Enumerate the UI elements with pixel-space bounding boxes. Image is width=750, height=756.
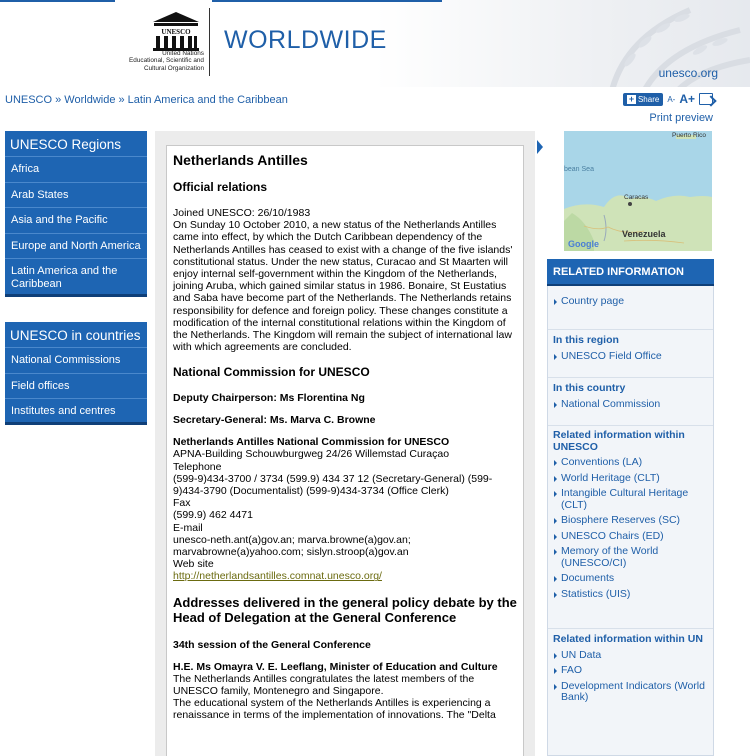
region-map[interactable] bbox=[564, 131, 712, 251]
share-button[interactable] bbox=[623, 93, 663, 106]
speaker-name: H.E. Ms Omayra V. E. Leeflang, Minister of Education and Culture bbox=[173, 660, 498, 673]
related-link-unesco-chairs[interactable]: UNESCO Chairs (ED) bbox=[553, 531, 713, 543]
font-smaller-button[interactable]: A- bbox=[667, 94, 676, 104]
print-preview-link[interactable]: Print preview bbox=[649, 112, 713, 124]
logo-text: UNESCO bbox=[161, 28, 191, 36]
nav-item-national-commissions[interactable]: National Commissions bbox=[5, 348, 147, 374]
related-link-statistics[interactable]: Statistics (UIS) bbox=[553, 589, 713, 601]
website-label: Web site bbox=[173, 558, 214, 571]
related-unesco-section bbox=[548, 426, 713, 629]
website-link[interactable]: http://netherlandsantilles.comnat.unesco.org/ bbox=[173, 570, 382, 583]
organization-name: United Nations Educational, Scientific and Cultural Organization bbox=[129, 50, 204, 72]
content-arrow-icon bbox=[537, 140, 543, 154]
nav-item-field-offices[interactable]: Field offices bbox=[5, 374, 147, 400]
share-label: Share bbox=[637, 94, 660, 104]
header-bar-left bbox=[0, 0, 115, 2]
send-page-icon[interactable] bbox=[699, 93, 713, 105]
related-un-title: Related information within UN bbox=[553, 633, 703, 645]
unesco-org-link[interactable]: unesco.org bbox=[658, 66, 718, 80]
official-relations-text bbox=[173, 207, 517, 353]
related-region-title: In this region bbox=[553, 334, 619, 346]
nav-item-asia-pacific[interactable]: Asia and the Pacific bbox=[5, 208, 147, 234]
un-emblem-watermark bbox=[550, 0, 750, 87]
related-information-header: RELATED INFORMATION bbox=[547, 259, 714, 286]
unesco-temple-logo[interactable] bbox=[150, 10, 202, 54]
site-title[interactable]: WORLDWIDE bbox=[224, 26, 387, 54]
related-link-documents[interactable]: Documents bbox=[553, 573, 713, 585]
deputy-chairperson: Deputy Chairperson: Ms Florentina Ng bbox=[173, 392, 365, 405]
nav-item-institutes-centres[interactable]: Institutes and centres bbox=[11, 405, 116, 417]
nav-item-latin-america-caribbean[interactable]: Latin America and the Caribbean bbox=[11, 265, 118, 290]
related-link-world-heritage[interactable]: World Heritage (CLT) bbox=[553, 473, 713, 485]
nav-item-europe-north-america[interactable]: Europe and North America bbox=[5, 234, 147, 260]
related-country-section bbox=[548, 296, 713, 330]
logo-divider bbox=[209, 8, 210, 76]
national-commission-heading: National Commission for UNESCO bbox=[173, 365, 370, 380]
nav-regions bbox=[5, 131, 147, 297]
nav-item-africa[interactable]: Africa bbox=[5, 157, 147, 183]
nav-countries bbox=[5, 322, 147, 425]
fax-label: Fax bbox=[173, 497, 191, 510]
map-label-puerto-rico: Puerto Rico bbox=[672, 132, 706, 139]
email-label: E-mail bbox=[173, 521, 203, 534]
plus-icon: + bbox=[628, 93, 635, 104]
related-link-development-indicators[interactable]: Development Indicators (World Bank) bbox=[553, 681, 713, 704]
fax-value: (599.9) 462 4471 bbox=[173, 509, 253, 522]
related-region-section bbox=[548, 330, 713, 378]
email-value: unesco-neth.ant(a)gov.an; marva.browne(a)gov.an; marvabrowne(a)yahoo.com; sislyn.stroop(a)gov.an bbox=[173, 533, 411, 559]
related-information-panel bbox=[547, 286, 714, 756]
speech-paragraph-1: The Netherlands Antilles congratulates the latest members of the UNESCO family, Montenegro and Singapore. bbox=[173, 672, 475, 697]
related-country-natcom-section bbox=[548, 378, 713, 426]
addresses-heading: Addresses delivered in the general policy debate by the Head of Delegation at the General Conference bbox=[173, 594, 517, 625]
address: APNA-Building Schouwburgweg 24/26 Willemstad Curaçao bbox=[173, 448, 450, 461]
related-un-section bbox=[548, 629, 713, 729]
related-natcom-link[interactable]: National Commission bbox=[553, 399, 713, 411]
page-tools bbox=[623, 92, 713, 106]
related-link-fao[interactable]: FAO bbox=[553, 665, 713, 677]
speech-paragraph-2: The educational system of the Netherlands Antilles is experiencing a renaissance in terms of the implementation of innovations. The "Delta bbox=[173, 697, 496, 722]
main-content bbox=[166, 145, 524, 756]
related-link-conventions[interactable]: Conventions (LA) bbox=[553, 457, 713, 469]
map-label-venezuela: Venezuela bbox=[622, 229, 666, 239]
header-bar-middle bbox=[212, 0, 442, 2]
nav-regions-title[interactable]: UNESCO Regions bbox=[5, 131, 147, 157]
related-country-page-link[interactable]: Country page bbox=[553, 296, 713, 308]
site-header bbox=[0, 0, 750, 87]
contact-block bbox=[173, 436, 517, 582]
nav-countries-title[interactable]: UNESCO in countries bbox=[5, 322, 147, 348]
related-link-biosphere-reserves[interactable]: Biosphere Reserves (SC) bbox=[553, 515, 713, 527]
telephone-label: Telephone bbox=[173, 460, 222, 473]
breadcrumb[interactable]: UNESCO » Worldwide » Latin America and the Caribbean bbox=[5, 94, 288, 106]
related-link-memory-of-world[interactable]: Memory of the World (UNESCO/CI) bbox=[553, 546, 713, 569]
google-logo[interactable]: Google bbox=[568, 239, 599, 249]
nav-item-arab-states[interactable]: Arab States bbox=[5, 183, 147, 209]
font-bigger-button[interactable]: A+ bbox=[679, 92, 695, 106]
map-label-caracas: Caracas bbox=[624, 194, 649, 201]
map-label-caribbean-sea: bean Sea bbox=[564, 166, 594, 173]
status-paragraph: On Sunday 10 October 2010, a new status of the Netherlands Antilles came into effect, by which the Dutch Caribbean dependency of the Netherlands Antilles has ceased to exist with a change of the five islands' constitutional status. Under the new status, Curacao and St Maarten will enjoy internal self-government within the Kingdom of the Netherlands, joining Aruba, which gained similar status in 1986. Bonaire, St Eustatius and Saba have become part of the Netherlands. The Netherlands retains responsibility for defence and foreign policy. These changes constitute a modification of the internal constitutional relations within the Kingdom of the Netherlands. The Kingdom will remain the subject of international law with which agreements are concluded. bbox=[173, 219, 513, 354]
page-title: Netherlands Antilles bbox=[173, 152, 308, 168]
related-link-intangible-heritage[interactable]: Intangible Cultural Heritage (CLT) bbox=[553, 488, 713, 511]
commission-name: Netherlands Antilles National Commission for UNESCO bbox=[173, 436, 450, 449]
session-heading: 34th session of the General Conference bbox=[173, 638, 371, 651]
official-relations-heading: Official relations bbox=[173, 180, 268, 194]
related-unesco-title: Related information within UNESCO bbox=[553, 429, 685, 453]
related-field-office-link[interactable]: UNESCO Field Office bbox=[553, 351, 713, 363]
joined-date: Joined UNESCO: 26/10/1983 bbox=[173, 207, 311, 219]
telephone-value: (599-9)434-3700 / 3734 (599.9) 434 37 12 (Secretary-General) (599-9)434-3790 (Documentalist) (599-9)434-3734 (Office Clerk) bbox=[173, 472, 493, 498]
secretary-general: Secretary-General: Ms. Marva C. Browne bbox=[173, 414, 376, 427]
related-in-country-title: In this country bbox=[553, 382, 626, 394]
related-link-un-data[interactable]: UN Data bbox=[553, 650, 713, 662]
